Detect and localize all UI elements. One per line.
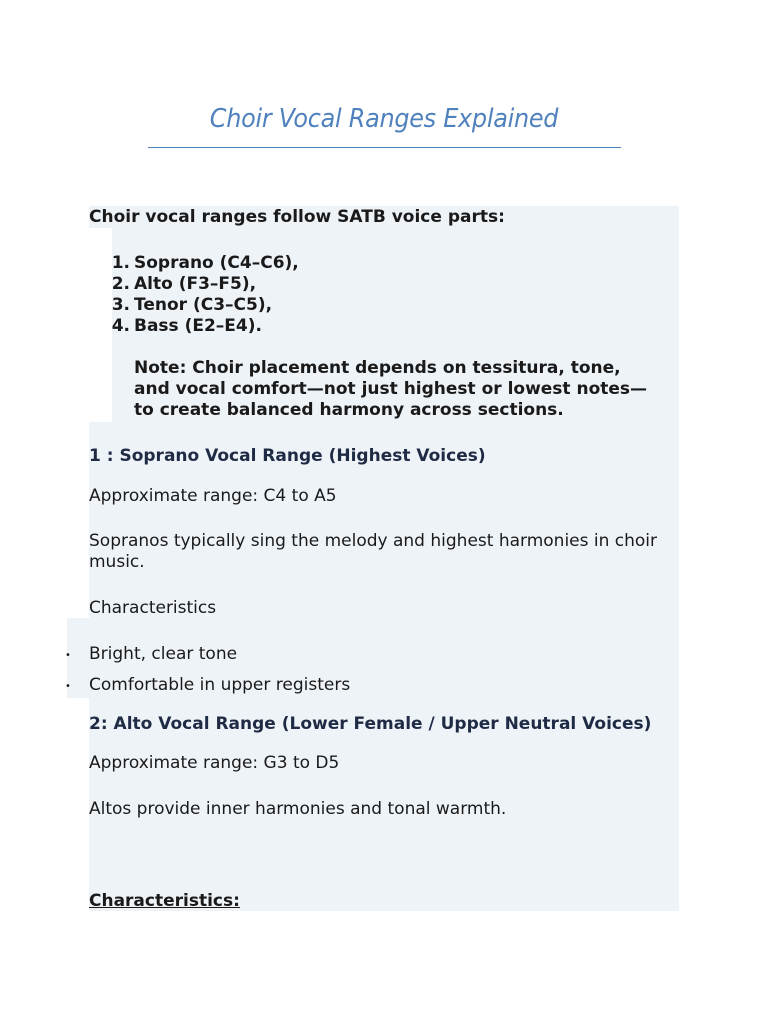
list-number: 4.	[111, 316, 130, 336]
bullet-item: Bright, clear tone	[89, 644, 238, 664]
section-heading-alto: 2: Alto Vocal Range (Lower Female / Upper Neutral Voices)	[89, 714, 652, 734]
section-heading-soprano: 1 : Soprano Vocal Range (Highest Voices)	[89, 446, 486, 466]
list-number: 2.	[111, 274, 130, 294]
note-line: and vocal comfort—not just highest or lowest notes—	[134, 379, 648, 399]
list-item-soprano: Soprano (C4–C6),	[134, 253, 299, 273]
note-line: Note: Choir placement depends on tessitura, tone,	[134, 358, 621, 378]
intro-lead: Choir vocal ranges follow SATB voice parts:	[89, 207, 505, 227]
soprano-characteristics-label: Characteristics	[89, 598, 217, 618]
title-divider	[148, 147, 621, 148]
list-number: 1.	[111, 253, 130, 273]
soprano-range: Approximate range: C4 to A5	[89, 486, 337, 506]
list-number: 3.	[111, 295, 130, 315]
alto-range: Approximate range: G3 to D5	[89, 753, 340, 773]
soprano-description: Sopranos typically sing the melody and highest harmonies in choir	[89, 531, 658, 551]
soprano-description: music.	[89, 552, 145, 572]
note-line: to create balanced harmony across sections.	[134, 400, 564, 420]
list-item-bass: Bass (E2–E4).	[134, 316, 262, 336]
alto-characteristics-label: Characteristics:	[89, 891, 240, 911]
page-title: Choir Vocal Ranges Explained	[209, 104, 559, 134]
list-item-alto: Alto (F3–F5),	[134, 274, 257, 294]
list-item-tenor: Tenor (C3–C5),	[134, 295, 273, 315]
bullet-icon: •	[65, 650, 71, 661]
alto-description: Altos provide inner harmonies and tonal warmth.	[89, 799, 507, 819]
bullet-icon: •	[65, 681, 71, 692]
bullet-item: Comfortable in upper registers	[89, 675, 351, 695]
